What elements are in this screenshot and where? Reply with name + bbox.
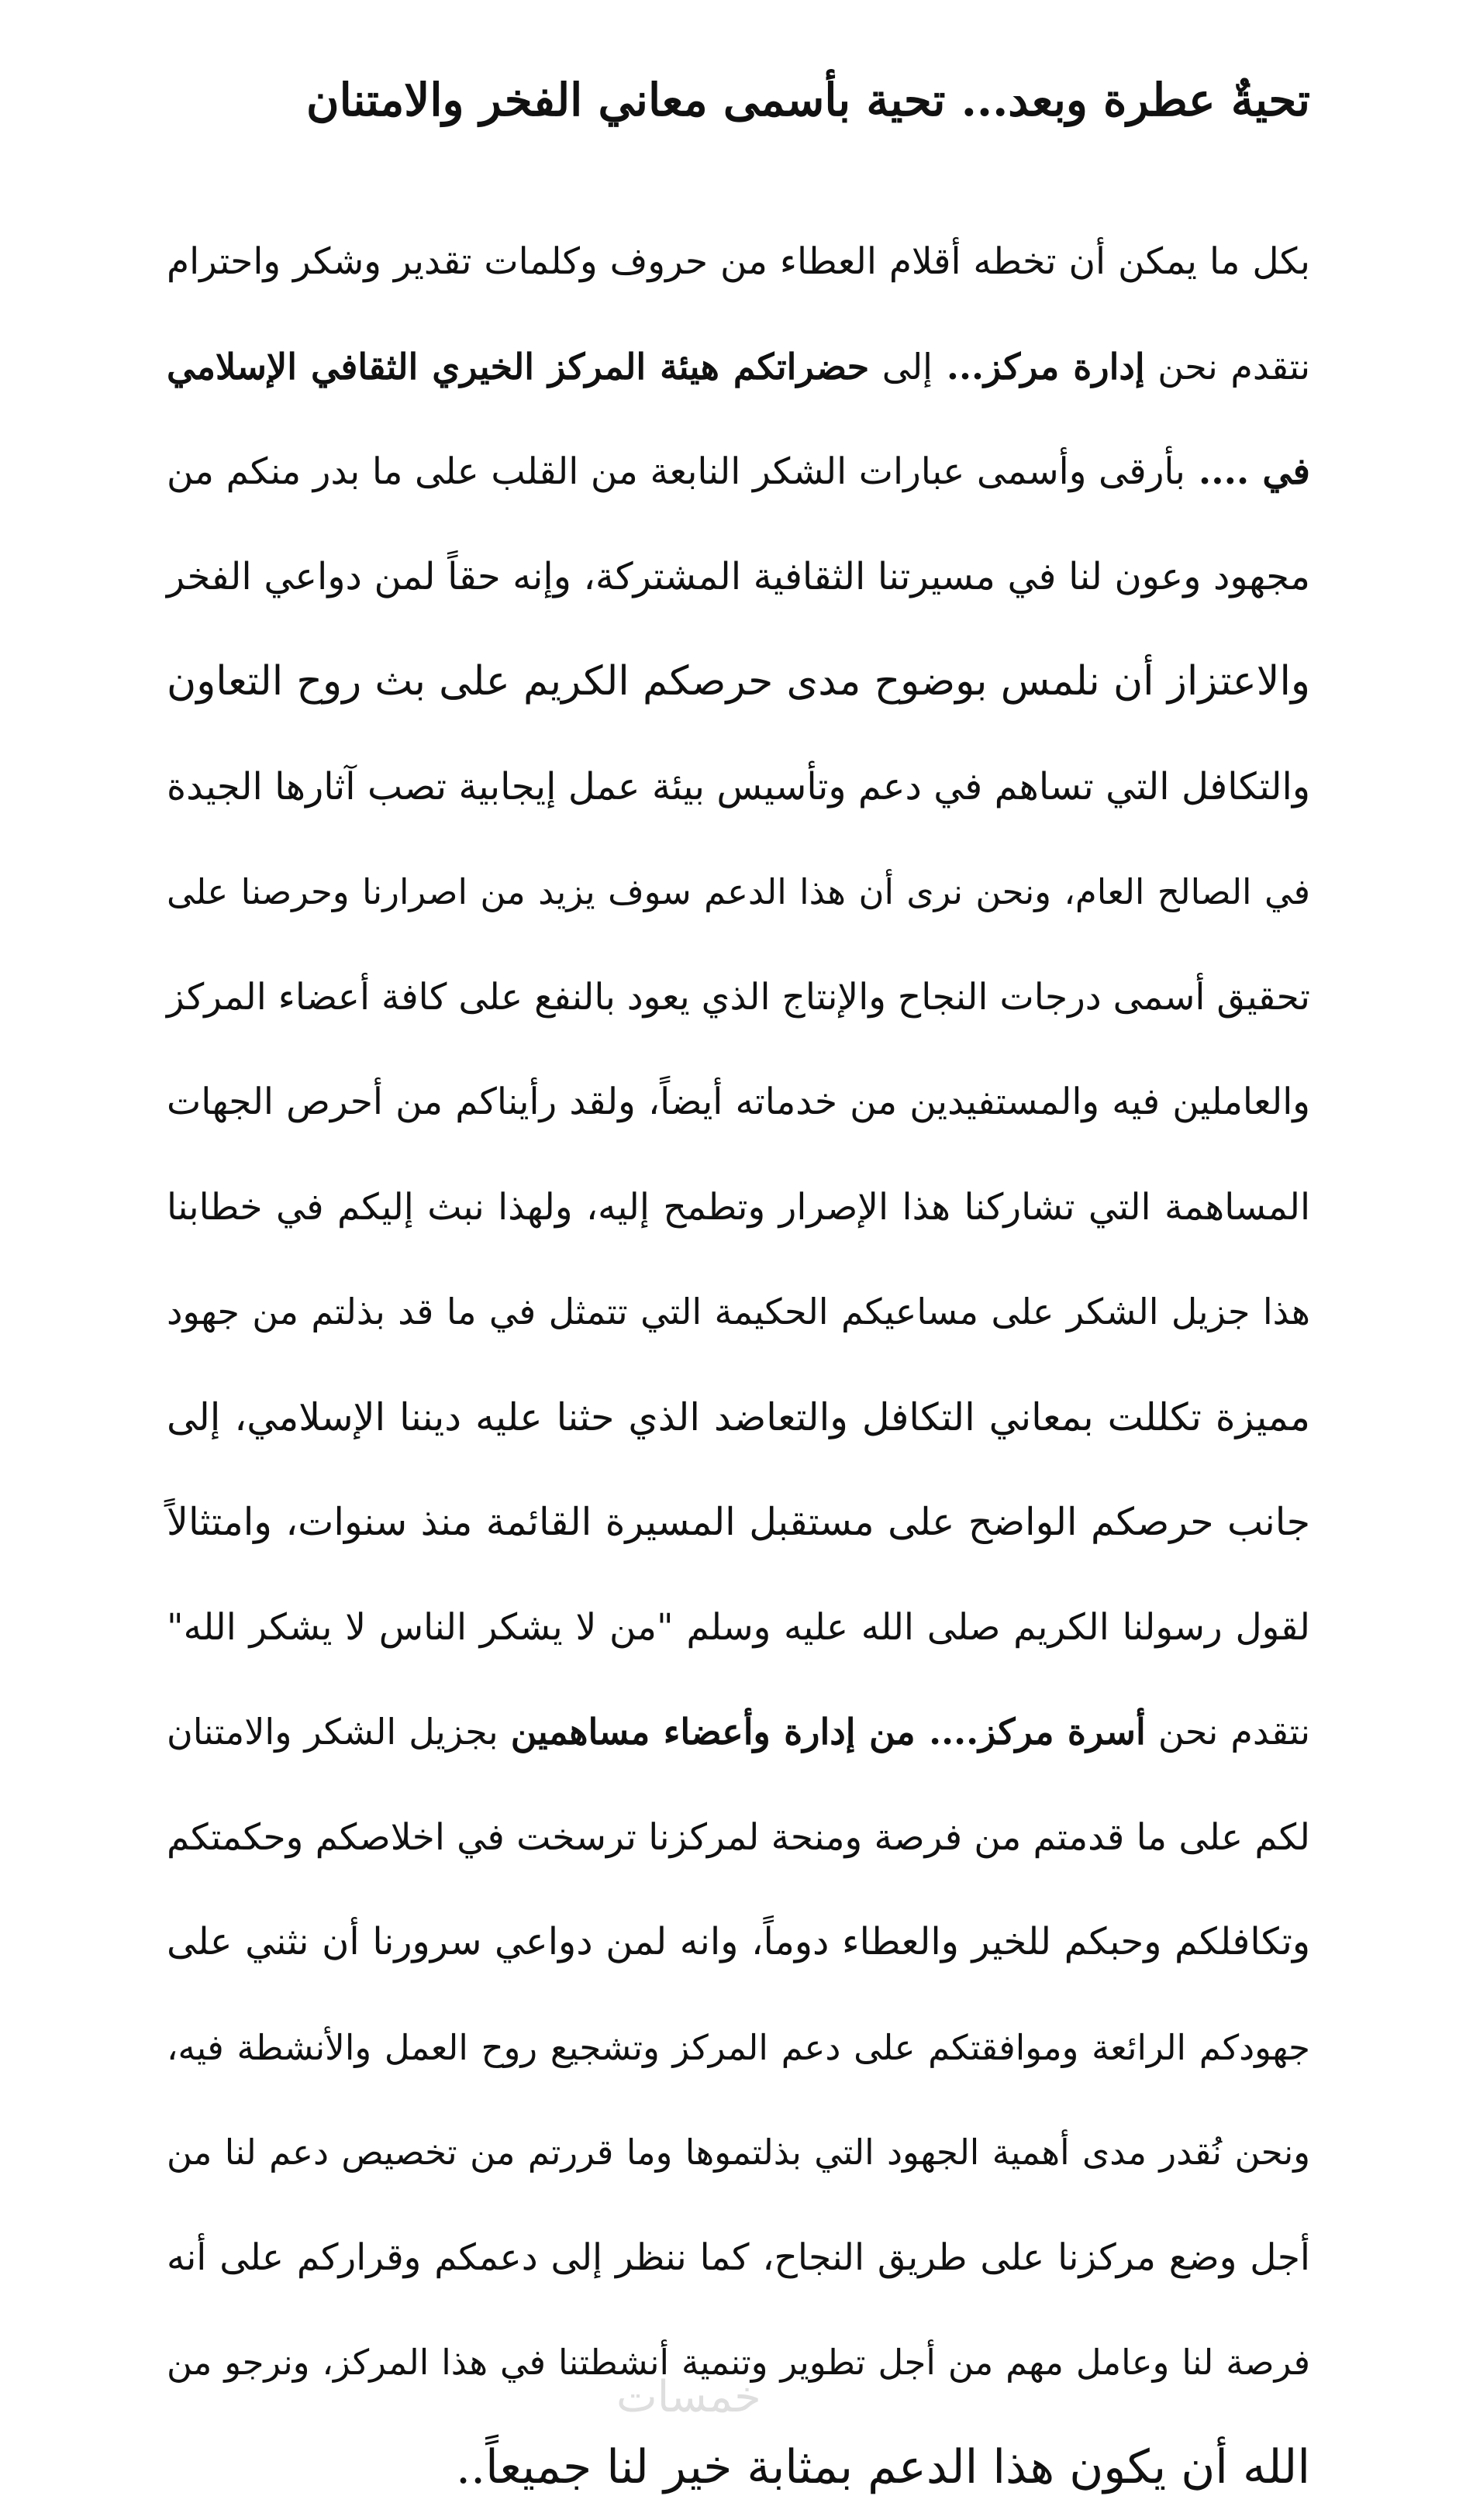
body-line (167, 419, 1310, 525)
body-line (167, 1785, 1310, 1891)
body-text: في الصالح العام، ونحن نرى أن هذا الدعم سوف يزيد من اصرارنا وحرصنا على (167, 871, 1310, 912)
body-line (167, 1995, 1310, 2101)
letter-body (167, 209, 1310, 2520)
bold-text: أسرة مركز.... من إدارة وأعضاء مساهمين (511, 1711, 1146, 1753)
body-text: مجهود وعون لنا في مسيرتنا الثقافية المشتركة، وإنه حقاً لمن دواعي الفخر (167, 555, 1310, 598)
body-line (167, 2415, 1310, 2520)
body-line (167, 1680, 1310, 1785)
body-line (167, 735, 1310, 840)
body-text: فرصة لنا وعامل مهم من أجل تطوير وتنمية أنشطتنا في هذا المركز، ونرجو من (167, 2342, 1310, 2383)
body-text: أجل وضع مركزنا على طريق النجاح، كما ننظر إلى دعمكم وقراركم على أنه (167, 2236, 1310, 2279)
body-text: بكل ما يمكن أن تخطه أقلام العطاء من حروف وكلمات تقدير وشكر واحترام (167, 240, 1310, 283)
body-line (167, 315, 1310, 420)
body-text: جانب حرصكم الواضح على مستقبل المسيرة القائمة منذ سنوات، وامتثالاً (167, 1500, 1310, 1544)
body-line (167, 1155, 1310, 1260)
body-text: والاعتزاز أن نلمس بوضوح مدى حرصكم الكريم على بث روح التعاون (167, 658, 1310, 705)
body-text: بأرقى وأسمى عبارات الشكر النابعة من القلب على ما بدر منكم من (167, 450, 1185, 493)
body-text: بجزيل الشكر والامتنان (167, 1711, 511, 1753)
body-text: والعاملين فيه والمستفيدين من خدماته أيضاً، ولقد رأيناكم من أحرص الجهات (167, 1081, 1310, 1123)
body-line (167, 1575, 1310, 1681)
body-text: هذا جزيل الشكر على مساعيكم الحكيمة التي تتمثل في ما قد بذلتم من جهود (167, 1291, 1310, 1332)
body-line (167, 2205, 1310, 2311)
body-line (167, 1050, 1310, 1155)
body-line (167, 209, 1310, 315)
body-text: مميزة تكللت بمعاني التكافل والتعاضد الذي حثنا عليه ديننا الإسلامي، إلى (167, 1395, 1310, 1439)
body-text: الله أن يكون هذا الدعم بمثابة خير لنا جميعاً.. (456, 2440, 1310, 2494)
body-text: ونحن نُقدر مدى أهمية الجهود التي بذلتموها وما قررتم من تخصيص دعم لنا من (167, 2132, 1310, 2173)
body-text: جهودكم الرائعة وموافقتكم على دعم المركز وتشجيع روح العمل والأنشطة فيه، (167, 2027, 1310, 2068)
body-text: إلى (869, 346, 933, 388)
body-text: نتقدم نحن (1146, 1711, 1310, 1753)
watermark-logo: خمسات (616, 2372, 761, 2422)
bold-text: حضراتكم هيئة المركز الخيري الثقافي الإسلامي (167, 346, 869, 388)
document-title: تحيةٌ عطرة وبعد... تحية بأسمى معاني الفخر والامتنان (306, 74, 1310, 126)
bold-text: في .... (1185, 450, 1310, 493)
body-line (167, 1365, 1310, 1470)
body-line (167, 2100, 1310, 2205)
body-text: لقول رسولنا الكريم صلى الله عليه وسلم "من لا يشكر الناس لا يشكر الله" (167, 1606, 1310, 1649)
body-text: نتقدم نحن (1145, 346, 1310, 388)
body-line (167, 629, 1310, 735)
body-text: لكم على ما قدمتم من فرصة ومنحة لمركزنا ترسخت في اخلاصكم وحكمتكم (167, 1816, 1310, 1859)
body-text: تحقيق أسمى درجات النجاح والإنتاج الذي يعود بالنفع على كافة أعضاء المركز (167, 976, 1310, 1019)
body-line (167, 1470, 1310, 1575)
bold-text: إدارة مركز... (933, 346, 1145, 388)
body-line (167, 839, 1310, 945)
body-line (167, 945, 1310, 1050)
body-line (167, 1890, 1310, 1995)
body-text: المساهمة التي تشاركنا هذا الإصرار وتطمح إليه، ولهذا نبث إليكم في خطابنا (167, 1186, 1310, 1229)
body-line (167, 525, 1310, 630)
body-line (167, 1260, 1310, 1365)
body-text: والتكافل التي تساهم في دعم وتأسيس بيئة عمل إيجابية تصب آثارها الجيدة (167, 765, 1310, 808)
body-text: وتكافلكم وحبكم للخير والعطاء دوماً، وانه لمن دواعي سرورنا أن نثني على (167, 1920, 1310, 1963)
